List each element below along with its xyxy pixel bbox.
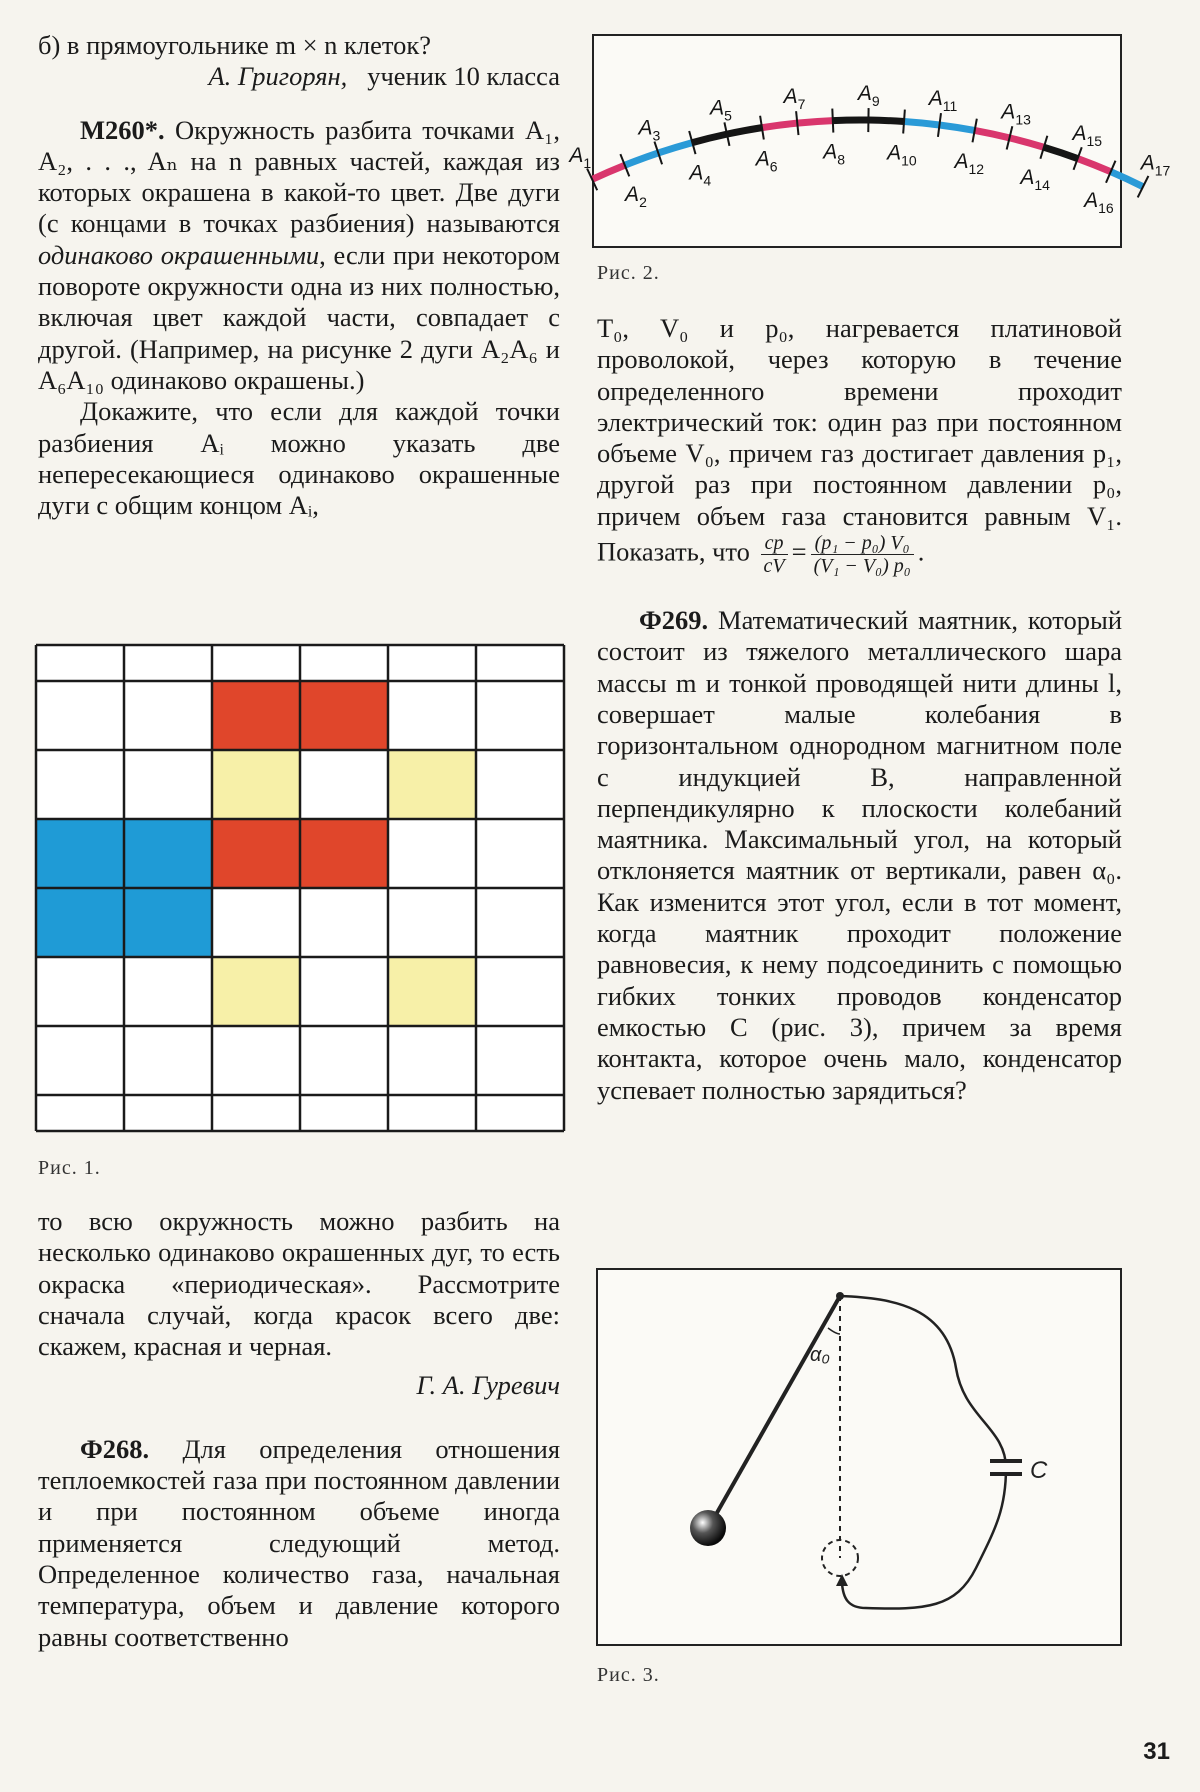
grid-cell-yellow [212,957,300,1026]
arc-label: $A_{16}$ [1084,189,1114,217]
page-number: 31 [1143,1738,1170,1765]
grid-cell-blue [36,819,124,888]
arc-label: $A_7$ [783,85,806,113]
arc-label: $A_2$ [625,183,647,211]
arc-segment-black [868,120,904,121]
m259-end-text: б) в прямоугольнике m × n клеток? [38,30,431,60]
figure-2-frame [593,35,1121,247]
grid-cell-red [212,681,300,750]
arc-segment-black [833,120,869,121]
grid-cell-blue [36,888,124,957]
arc-label: $A_3$ [638,116,661,144]
grid-cell-blue [124,819,212,888]
grid-cell-red [300,681,388,750]
grid-cell-blue [124,888,212,957]
figure-3-caption: Рис. 3. [597,1664,660,1686]
fraction-pressure-volume: $\frac{\text{(p₁ − p₀) V₀}}{\text{(V₁ − V₀) p₀}}$ [811,532,914,577]
arc-tick [832,109,833,133]
arc-label: $A_1$ [569,143,592,171]
fraction-cp-cv: $\frac{cp}{cV}$ [761,532,788,577]
arc-label: $A_6$ [755,147,778,175]
problem-m260-p2: Докажите, что если для каждой точки разбиения Aᵢ можно указать две непересекающиеся одинаково окрашенные дуги с общим концом Aᵢ, [38,396,560,521]
arc-label: $A_{14}$ [1020,165,1050,193]
angle-label: α₀ [810,1344,830,1366]
figure-1-caption: Рис. 1. [38,1157,101,1179]
grid-cell-yellow [212,750,300,819]
left-column [38,30,560,521]
arc-segment-red [762,123,797,128]
figure-1-grid [34,643,566,1133]
arc-segment-blue [904,122,939,125]
arc-label: $A_{12}$ [954,149,985,177]
problem-f269: Ф269. Математический маятник, который состоит из тяжелого металлического шара массы m и тонкой проводящей нити длины l, совершает малые колебания в горизонтальном однородном магнитном поле с индукцией B, направленной перпендикулярно к плоскости колебаний маятника. Максимальный угол, на который отклоняется маятник от вертикали, равен α₀. Как изменится этот угол, если в тот момент, когда маятник проходит положение равновесия, к нему подсоединить с помощью гибких тонких проводов конденсатор емкостью C (рис. 3), причем за время контакта, которое очень мало, конденсатор успевает полностью зарядиться? [597,605,1122,1105]
left-column-lower [38,1206,560,1653]
pendulum-ball [690,1510,726,1546]
arc-segment-red [797,121,833,124]
arc-label: $A_{17}$ [1140,151,1171,179]
problem-m260-p3: то всю окружность можно разбить на несколько одинаково окрашенных дуг, то есть окраска «периодическая». Рассмотрите сначала случай, когда красок всего две: скажем, красная и черная. [38,1206,560,1362]
grid-cell-red [300,819,388,888]
problem-f268-cont: T₀, V₀ и p₀, нагревается платиновой проволокой, через которую в течение определенного времени проходит электрический ток: один раз при постоянном объеме V₀, причем газ достигает давления p₁, другой раз при постоянном давлении p₀, причем объем газа становится равным V₁. Показать, что $\frac{cp}{cV}$ = $\frac{\text{(p₁ − p₀) V₀}}{\text{(V₁ − V₀) p₀}}$ . [597,313,1122,578]
figure-3-pendulum [596,1268,1122,1646]
figure-2-arc [569,34,1171,248]
capacitor-label: C [1030,1457,1048,1484]
right-column [597,313,1122,1106]
problem-f268: Ф268. Для определения отношения теплоемкостей газа при постоянном давлении и при постоянном объеме иногда применяется следующий метод. Определенное количество газа, начальная температура, объем и давление которого равны соответственно [38,1433,561,1652]
arc-label: $A_5$ [710,96,732,124]
problem-m260: М260*. Окружность разбита точками A₁, A₂, . . ., Aₙ на n равных частей, каждая из которых окрашена в какой-то цвет. Две дуги (с концами в точках разбиения) называются одинаково окрашенными, если при некотором повороте окружности одна из них полностью, включая цвет каждой части, совпадает с другой. (Например, на рисунке 2 дуги A₂A₆ и A₆A₁₀ одинаково окрашены.) [38,114,561,395]
grid-cell-yellow [388,750,476,819]
arc-label: $A_{13}$ [1001,100,1031,128]
arc-label: $A_4$ [689,161,712,189]
figure-2-caption: Рис. 2. [597,262,660,284]
arc-label: $A_{15}$ [1072,122,1103,150]
author-grigoryan: А. Григорян, ученик 10 класса [208,61,560,92]
arc-label: $A_{10}$ [887,141,917,169]
grid-cell-yellow [388,957,476,1026]
arc-label: $A_{11}$ [928,87,958,115]
author-gurevich: Г. А. Гуревич [416,1370,560,1401]
grid-cell-red [212,819,300,888]
arc-label: $A_9$ [857,82,880,110]
arc-label: $A_8$ [823,140,846,168]
